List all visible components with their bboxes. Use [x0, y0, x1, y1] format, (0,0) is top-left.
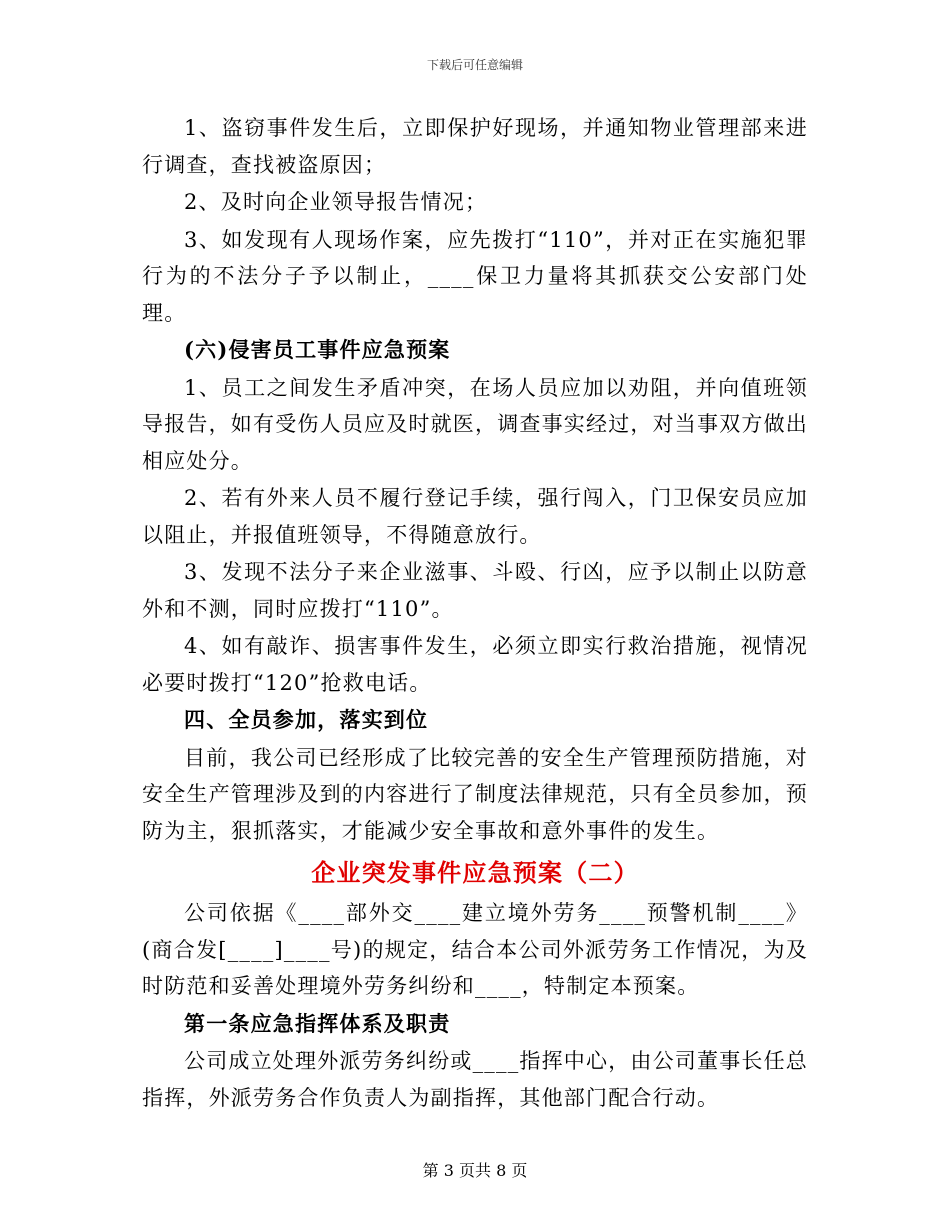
paragraph: 1、盗窃事件发生后，立即保护好现场，并通知物业管理部来进行调查，查找被盗原因；: [142, 116, 808, 177]
section-heading: 四、全员参加，落实到位: [184, 707, 429, 732]
paragraph: 2、若有外来人员不履行登记手续，强行闯入，门卫保安员应加以阻止，并报值班领导，不得随意放行。: [142, 486, 808, 547]
paragraph: 4、如有敲诈、损害事件发生，必须立即实行救治措施，视情况必要时拨打“120”抢救电话。: [142, 634, 808, 695]
document-body: [142, 110, 808, 1117]
page-header: 下载后可任意编辑: [426, 58, 523, 72]
paragraph: 目前，我公司已经形成了比较完善的安全生产管理预防措施，对安全生产管理涉及到的内容进行了制度法律规范，只有全员参加，预防为主，狠抓落实，才能减少安全事故和意外事件的发生。: [142, 745, 808, 843]
paragraph: 公司依据《____部外交____建立境外劳务____预警机制____》(商合发[____]____号)的规定，结合本公司外派劳务工作情况，为及时防范和妥善处理境外劳务纠纷和____，特制定本预案。: [142, 901, 808, 998]
section-heading: 第一条应急指挥体系及职责: [184, 1010, 451, 1036]
paragraph: 公司成立处理外派劳务纠纷或____指挥中心，由公司董事长任总指挥，外派劳务合作负责人为副指挥，其他部门配合行动。: [142, 1049, 808, 1110]
paragraph: 3、如发现有人现场作案，应先拨打“110”，并对正在实施犯罪行为的不法分子予以制止，____保卫力量将其抓获交公安部门处理。: [142, 227, 808, 325]
document-title: 企业突发事件应急预案（二）: [311, 858, 639, 887]
page-footer: 第 3 页共 8 页: [422, 1161, 528, 1180]
paragraph: 1、员工之间发生矛盾冲突，在场人员应加以劝阻，并向值班领导报告，如有受伤人员应及时就医，调查事实经过，对当事双方做出相应处分。: [142, 375, 808, 473]
paragraph: 2、及时向企业领导报告情况；: [184, 190, 488, 214]
paragraph: 3、发现不法分子来企业滋事、斗殴、行凶，应予以制止以防意外和不测，同时应拨打“110”。: [142, 560, 808, 621]
section-heading: (六)侵害员工事件应急预案: [184, 337, 451, 362]
